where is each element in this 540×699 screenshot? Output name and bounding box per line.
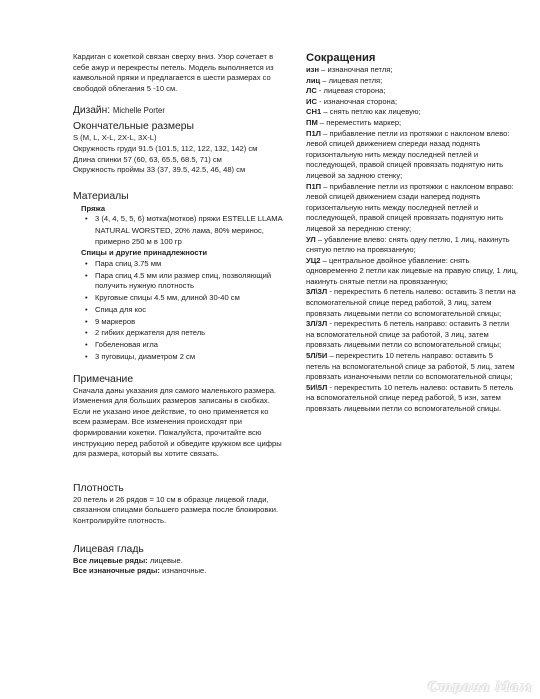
abbreviation-item: 3Л/3Л - перекрестить 6 петель направо: оставить 3 петли на вспомогательной спице за работой, 3 лиц, затем провязать лицевыми петли со вспомогательной спицы; (306, 319, 510, 350)
abbreviation-item: СН1 – снять петлю как лицевую; (306, 107, 421, 117)
abbreviation-item: УЛ – убавление влево: снять одну петлю, 1 лиц, накинуть снятую петлю на провязанную; (306, 234, 510, 255)
bullet-icon: • (85, 340, 88, 350)
designer-label: Дизайн: (73, 105, 111, 117)
yarn-heading: Пряжа (81, 203, 106, 213)
needles-heading: Спицы и другие принадлежности (81, 248, 208, 258)
abbreviation-item: изн – изнаночная петля; (306, 65, 393, 74)
list-item: • Пара спиц 3.75 мм (85, 258, 162, 268)
abbreviation-item: 5Л/5И – перекрестить 10 петель направо: оставить 5 петель на вспомогательной спице за работой, 5 лиц, затем провязать изнаночными петли со вспомогательной спицы; (306, 351, 515, 382)
list-item: • 3 (4, 4, 5, 5, 6) мотка(мотков) пряжи ESTELLE LLAMA (85, 214, 283, 224)
gauge-heading: Плотность (73, 482, 124, 494)
needles-list (73, 259, 283, 363)
abbreviation-item: 5И\5Л - перекрестить 10 петель налево: оставить 5 петель на вспомогательной спице перед работой, 5 изн, затем провязать лицевыми петли со вспомогательной спицы. (306, 382, 514, 413)
abbreviations-heading: Сокращения (306, 52, 376, 64)
sizes-line: S (M, L, X-L, 2X-L, 3X-L) (73, 133, 157, 143)
designer-line (73, 104, 283, 117)
list-item: • Круговые спицы 4.5 мм, длиной 30-40 см (85, 293, 240, 303)
sizes-line: Длина спинки 57 (60, 63, 65.5, 68.5, 71) см (73, 154, 222, 164)
note-heading: Примечание (73, 373, 134, 385)
list-item: • Пара спиц 4.5 мм или размер спиц, позволяющий получить нужную плотность (85, 270, 272, 291)
abbreviation-item: П1П – прибавление петли из протяжки с наклоном вправо: левой спицей движением сзади наперед поднять горизонтальную нить между последней петлей и последующей, правой спицей провязать поднятую нить лицевой за переднюю стенку; (306, 181, 514, 233)
yarn-list (73, 214, 283, 225)
designer-name: Michelle Porter (112, 106, 165, 116)
stockinette-heading: Лицевая гладь (73, 543, 144, 555)
abbreviation-item: лиц – лицевая петля; (306, 75, 383, 85)
list-item: • 9 маркеров (85, 316, 136, 326)
abbreviation-item: УЦ2 – центральное двойное убавление: снять одновременно 2 петли как лицевые на правую спицу, 1 лиц, накинуть снятые петли на провязанную; (306, 255, 518, 286)
bullet-icon: • (85, 293, 88, 303)
abbreviation-item: ПМ – переместить маркер; (306, 117, 402, 127)
list-item: • Спица для кос (85, 304, 147, 314)
list-item: • 2 гибких держателя для петель (85, 328, 206, 338)
sizes-section (73, 120, 283, 175)
bullet-icon: • (85, 351, 88, 361)
stockinette-row: Все изнаночные ряды: изнаночные. (73, 566, 207, 576)
bullet-icon: • (85, 316, 88, 326)
abbreviation-item: 3Л\3Л - перекрестить 6 петель налево: оставить 3 петли на вспомогательной спице перед работой, 3 лиц, затем провязать лицевыми петли со вспомогательной спицы; (306, 287, 516, 318)
abbreviation-item: ЛС - лицевая сторона; (306, 86, 386, 96)
bullet-icon: • (85, 270, 88, 280)
list-item: • Гобеленовая игла (85, 340, 159, 350)
sizes-line: Окружность груди 91.5 (101.5, 112, 122, 132, 142) см (73, 143, 258, 153)
list-item: • 3 пуговицы, диаметром 2 см (85, 351, 196, 361)
intro-text: Кардиган с кокеткой связан сверху вниз. Узор сочетает в себе ажур и перекресты петель. Модель выполняется из камвольной пряжи и предлагается в шести размерах со свободой облегания 5 -10 см. (73, 52, 274, 93)
gauge-text: 20 петель и 26 рядов = 10 см в образце лицевой глади, связанном спицами большего размера после блокировки. Контролируйте плотность. (73, 494, 279, 525)
bullet-icon: • (85, 258, 88, 268)
abbreviation-item: ИС - изнаночная сторона; (306, 96, 398, 106)
sizes-heading: Окончательные размеры (73, 121, 195, 133)
stockinette-row: Все лицевые ряды: лицевые. (73, 555, 183, 565)
materials-section (73, 190, 283, 363)
note-section (73, 373, 283, 460)
abbreviation-item: П1Л – прибавление петли из протяжки с наклоном влево: левой спицей движением спереди назад поднять горизонтальную нить между последней петлей и последующей, правой спицей провязать поднятую нить лицевой за заднюю стенку; (306, 128, 510, 180)
watermark-logo: Страна Мам (427, 680, 532, 695)
abbreviations-column (306, 52, 518, 415)
stockinette-section (73, 543, 283, 577)
gauge-section (73, 482, 283, 527)
left-column (73, 52, 283, 577)
bullet-icon: • (85, 328, 88, 338)
bullet-icon: • (85, 214, 88, 224)
materials-heading: Материалы (73, 190, 129, 202)
yarn-item-continued: NATURAL WORSTED, 20% лама, 80% меринос, примерно 250 м в 100 гр (95, 226, 264, 246)
bullet-icon: • (85, 304, 88, 314)
note-text: Сначала даны указания для самого маленького размера. Изменения для больших размеров записаны в скобках. Если не указано иное действие, то оно применяется ко всем размерам. Все изменения происходят при формировании кокетки. Пожалуйста, прочитайте всю инструкцию перед работой и обведите кружком все цифры для размера, который вы хотите связать. (73, 385, 282, 459)
sizes-line: Окружность проймы 33 (37, 39.5, 42.5, 46, 48) см (73, 165, 246, 175)
